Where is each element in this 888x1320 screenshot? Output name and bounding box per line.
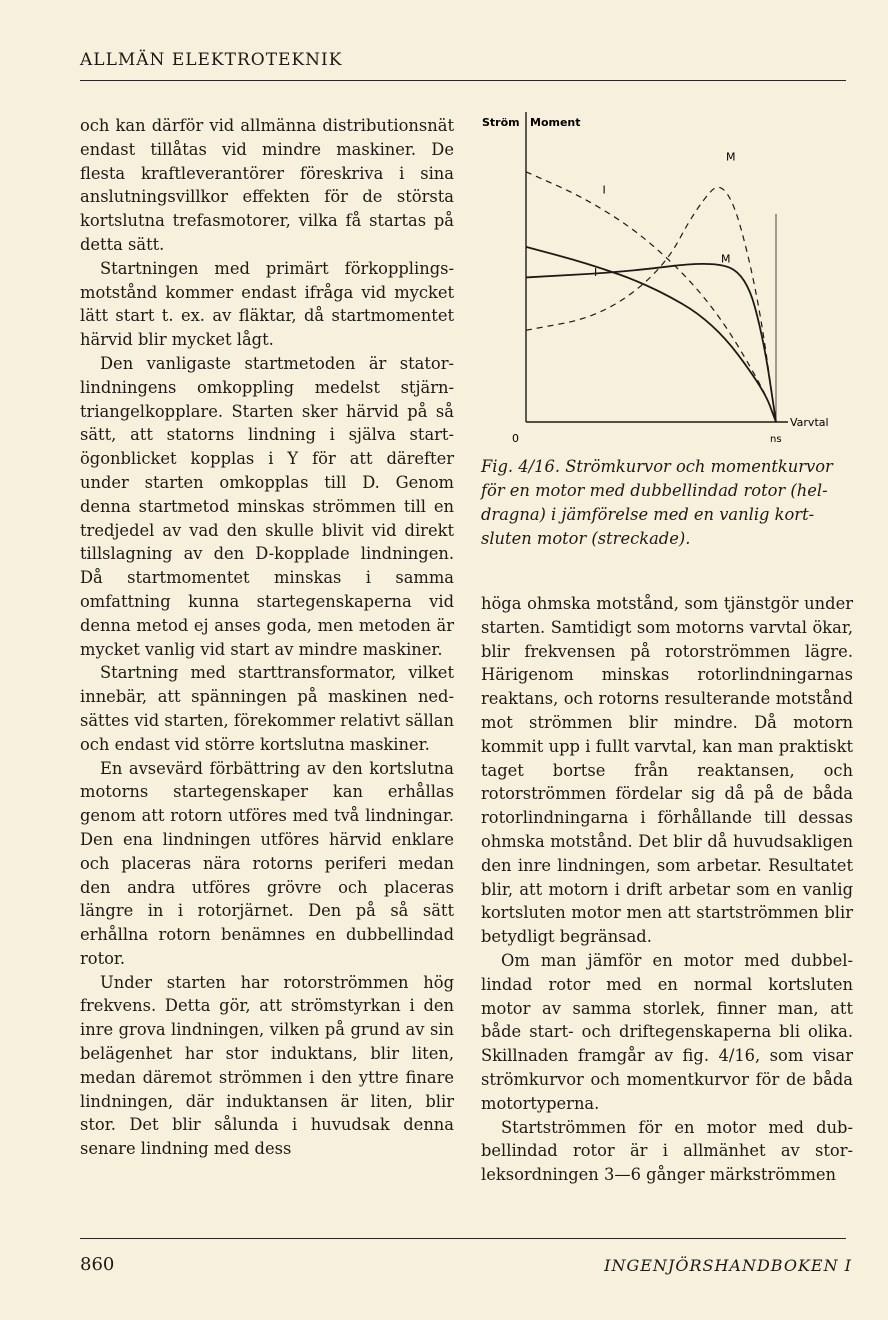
paragraph: Startning med starttransformator, vilket innebär, att spänningen på maskinen nedsättes vid starten, förekommer relativt sällan och endast vid större kortslutna maskiner. [80, 663, 454, 754]
running-header: ALLMÄN ELEKTROTEKNIK [80, 50, 343, 70]
right-column [481, 592, 853, 1187]
series-label: I [594, 265, 598, 279]
paragraph: och kan därför vid allmänna distributionsnät endast tillåtas vid mindre maskiner. De flesta kraftleverantörer föreskriva i sina anslutningsvillkor effekten för de största kortslutna trefasmotorer, vilka få startas på detta sätt. [80, 116, 454, 254]
paragraph: En avsevärd förbättring av den kortslutna motorns startegenskaper kan erhållas genom att rotorn utföres med två lindningar. Den ena lindningen utföres härvid enklare och placeras nära rotorns periferi medan den andra utföres grövre och placeras längre in i rotorjärnet. Den på så sätt erhållna rotorn benämnes en dubbellindad rotor. [80, 758, 454, 968]
header-rule [80, 80, 846, 81]
paragraph: Startningen med primärt förkopplingsmotstånd kommer endast ifråga vid mycket lätt start t. ex. av fläktar, då startmomentet härvid blir mycket lågt. [80, 258, 454, 350]
paragraph: Startströmmen för en motor med dubbellindad rotor är i allmänhet av storleksordningen 3—6 gånger märkströmmen [481, 1117, 853, 1185]
series-label: M [721, 252, 731, 266]
series-label: I [602, 183, 606, 197]
figure-caption: Fig. 4/16. Strömkurvor och momentkurvor för en motor med dubbellindad rotor (heldragna) i jämförelse med en vanlig kortsluten motor (streckade). [481, 457, 833, 548]
paragraph: Den vanligaste startmetoden är statorlindningens omkoppling medelst stjärn-triangelkopplare. Starten sker härvid på så sätt, att statorns lindning i själva startögonblicket kopplas i Y för att därefter under starten omkopplas till D. Genom denna startmetod minskas strömmen till en tredjedel av vad den skulle blivit vid direkt tillslagning av den D-kopplade lindningen. Då startmomentet minskas i samma omfattning kunna startegenskaperna vid denna metod ej anses goda, men metoden är mycket vanlig vid start av mindre maskiner. [80, 353, 454, 659]
series-line-dashed-i [526, 172, 776, 422]
y-axis-label-strom: Ström [482, 116, 520, 129]
y-axis-label-moment: Moment [530, 116, 581, 129]
series-line-dashed-m [526, 187, 776, 422]
series-label: M [726, 150, 736, 164]
paragraph: Under starten har rotorströmmen hög frekvens. Detta gör, att strömstyrkan i den inre grova lindningen, vilken på grund av sin belägenhet har stor induktans, blir liten, medan däremot strömmen i den yttre finare lindningen, där induktansen är liten, blir stor. Det blir sålunda i huvudsak denna senare lindning med dess [80, 972, 454, 1159]
current-torque-chart [480, 104, 860, 454]
left-column [80, 114, 454, 1161]
page-number: 860 [80, 1254, 115, 1275]
footer-rule [80, 1238, 846, 1239]
paragraph: Om man jämför en motor med dubbellindad rotor med en normal kortsluten motor av samma storlek, finner man, att både start- och driftegenskaperna bli olika. Skillnaden framgår av fig. 4/16, som visar strömkurvor och momentkurvor för de båda motortyperna. [481, 950, 853, 1113]
paragraph: höga ohmska motstånd, som tjänstgör under starten. Samtidigt som motorns varvtal ökar, blir frekvensen på rotorströmmen lägre. Härigenom minskas rotorlindningarnas reaktans, och rotorns resulterande motstånd mot strömmen blir mindre. Då motorn kommit upp i fullt varvtal, kan man praktiskt taget bortse från reaktansen, och rotorströmmen fördelar sig då på de båda rotorlindningarna i förhållande till dessas ohmska motstånd. Det blir då huvudsakligen den inre lindningen, som arbetar. Resultatet blir, att motorn i drift arbetar som en vanlig kortsluten motor men att startströmmen blir betydligt begränsad. [481, 594, 853, 947]
book-title: INGENJÖRSHANDBOKEN I [604, 1256, 852, 1275]
x-origin-label: 0 [512, 432, 519, 445]
x-end-label: ns [770, 434, 782, 445]
x-axis-label: Varvtal [790, 416, 829, 429]
